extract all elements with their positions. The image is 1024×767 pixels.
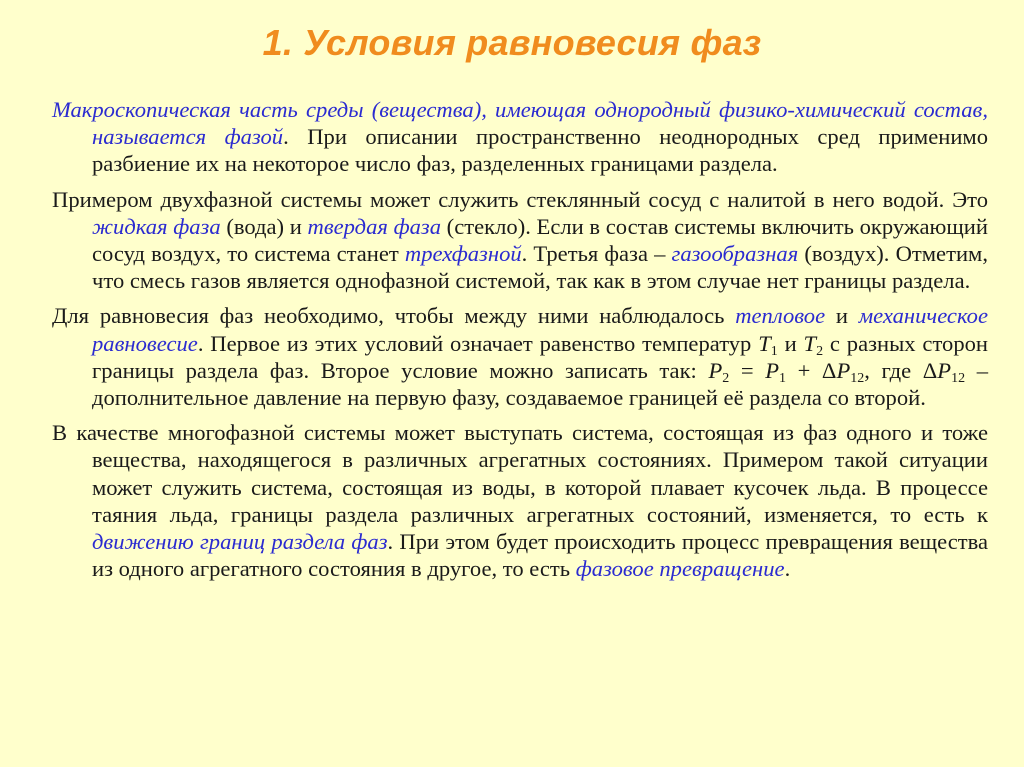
paragraph-phase-definition bbox=[52, 96, 988, 178]
term-solid-phase: твердая фаза bbox=[307, 213, 442, 239]
subscript-1: 1 bbox=[779, 370, 786, 386]
paragraph-text: . При этом будет происходить процесс превращения вещества из одного агрегатного состояния в другое, то есть bbox=[92, 529, 988, 582]
term-three-phase: трехфазной bbox=[404, 241, 522, 267]
term-boundary-motion: движению границ раздела фаз bbox=[92, 529, 388, 555]
paragraph-multiphase-example bbox=[52, 419, 988, 582]
paragraph-text: и bbox=[777, 330, 804, 356]
paragraph-equilibrium-conditions bbox=[52, 302, 988, 411]
paragraph-text: . Первое из этих условий означает равенство температур bbox=[197, 330, 759, 356]
paragraph-text: , где Δ bbox=[864, 357, 938, 383]
paragraph-text: Примером двухфазной системы может служить стеклянный сосуд с налитой в него водой. Это bbox=[52, 186, 988, 212]
subscript-1: 1 bbox=[770, 343, 778, 359]
symbol-p2: P bbox=[708, 357, 723, 383]
subscript-12: 12 bbox=[850, 370, 865, 386]
slide-body bbox=[52, 96, 988, 590]
slide-title: 1. Условия равновесия фаз bbox=[262, 22, 762, 63]
phase-definition: Макроскопическая часть среды (вещества), имеющая однородный физико-химический состав, называется фазой bbox=[52, 97, 988, 150]
term-mechanical-equilibrium: механическое равновесие bbox=[92, 303, 988, 356]
subscript-12: 12 bbox=[951, 370, 966, 386]
paragraph-two-phase-example bbox=[52, 186, 988, 295]
paragraph-text: (вода) и bbox=[220, 213, 308, 239]
term-thermal: тепловое bbox=[735, 303, 826, 329]
paragraph-text: . При описании пространственно неоднородных сред применимо разбиение их на некоторое число фаз, разделенных границами раздела. bbox=[92, 124, 989, 177]
symbol-t1: T bbox=[758, 330, 771, 356]
paragraph-text: (воздух). Отметим, что смесь газов является однофазной системой, так как в этом случае нет границы раздела. bbox=[92, 241, 988, 294]
symbol-p1: P bbox=[765, 357, 779, 383]
symbol-p12: P bbox=[937, 357, 952, 383]
plus-delta: + Δ bbox=[786, 357, 837, 383]
equals-sign: = bbox=[729, 357, 766, 383]
symbol-p12: P bbox=[836, 357, 851, 383]
paragraph-text: Для равновесия фаз необходимо, чтобы между ними наблюдалось bbox=[52, 303, 736, 329]
paragraph-text: – дополнительное давление на первую фазу, создаваемое границей её раздела со второй. bbox=[92, 357, 988, 411]
symbol-t2: T bbox=[803, 330, 817, 356]
paragraph-text: и bbox=[825, 303, 859, 329]
paragraph-text: . bbox=[784, 556, 791, 582]
subscript-2: 2 bbox=[816, 343, 824, 359]
paragraph-text: с разных сторон границы раздела фаз. Второе условие можно записать так: bbox=[92, 330, 988, 383]
subscript-2: 2 bbox=[722, 370, 730, 386]
paragraph-text: В качестве многофазной системы может выступать система, состоящая из фаз одного и тоже вещества, находящегося в различных агрегатных состояниях. Примером такой ситуации может служить система, состоящая из воды, в которой плавает кусочек льда. В процессе таяния льда, границы раздела различных агрегатных состояний, изменяется, то есть к bbox=[52, 420, 988, 527]
term-liquid-phase: жидкая фаза bbox=[92, 213, 221, 239]
term-gaseous: газообразная bbox=[671, 241, 799, 267]
term-phase-transition: фазовое превращение bbox=[575, 556, 785, 582]
paragraph-text: (стекло). Если в состав системы включить окружающий сосуд воздух, то система станет bbox=[92, 213, 988, 267]
paragraph-text: . Третья фаза – bbox=[521, 241, 672, 267]
